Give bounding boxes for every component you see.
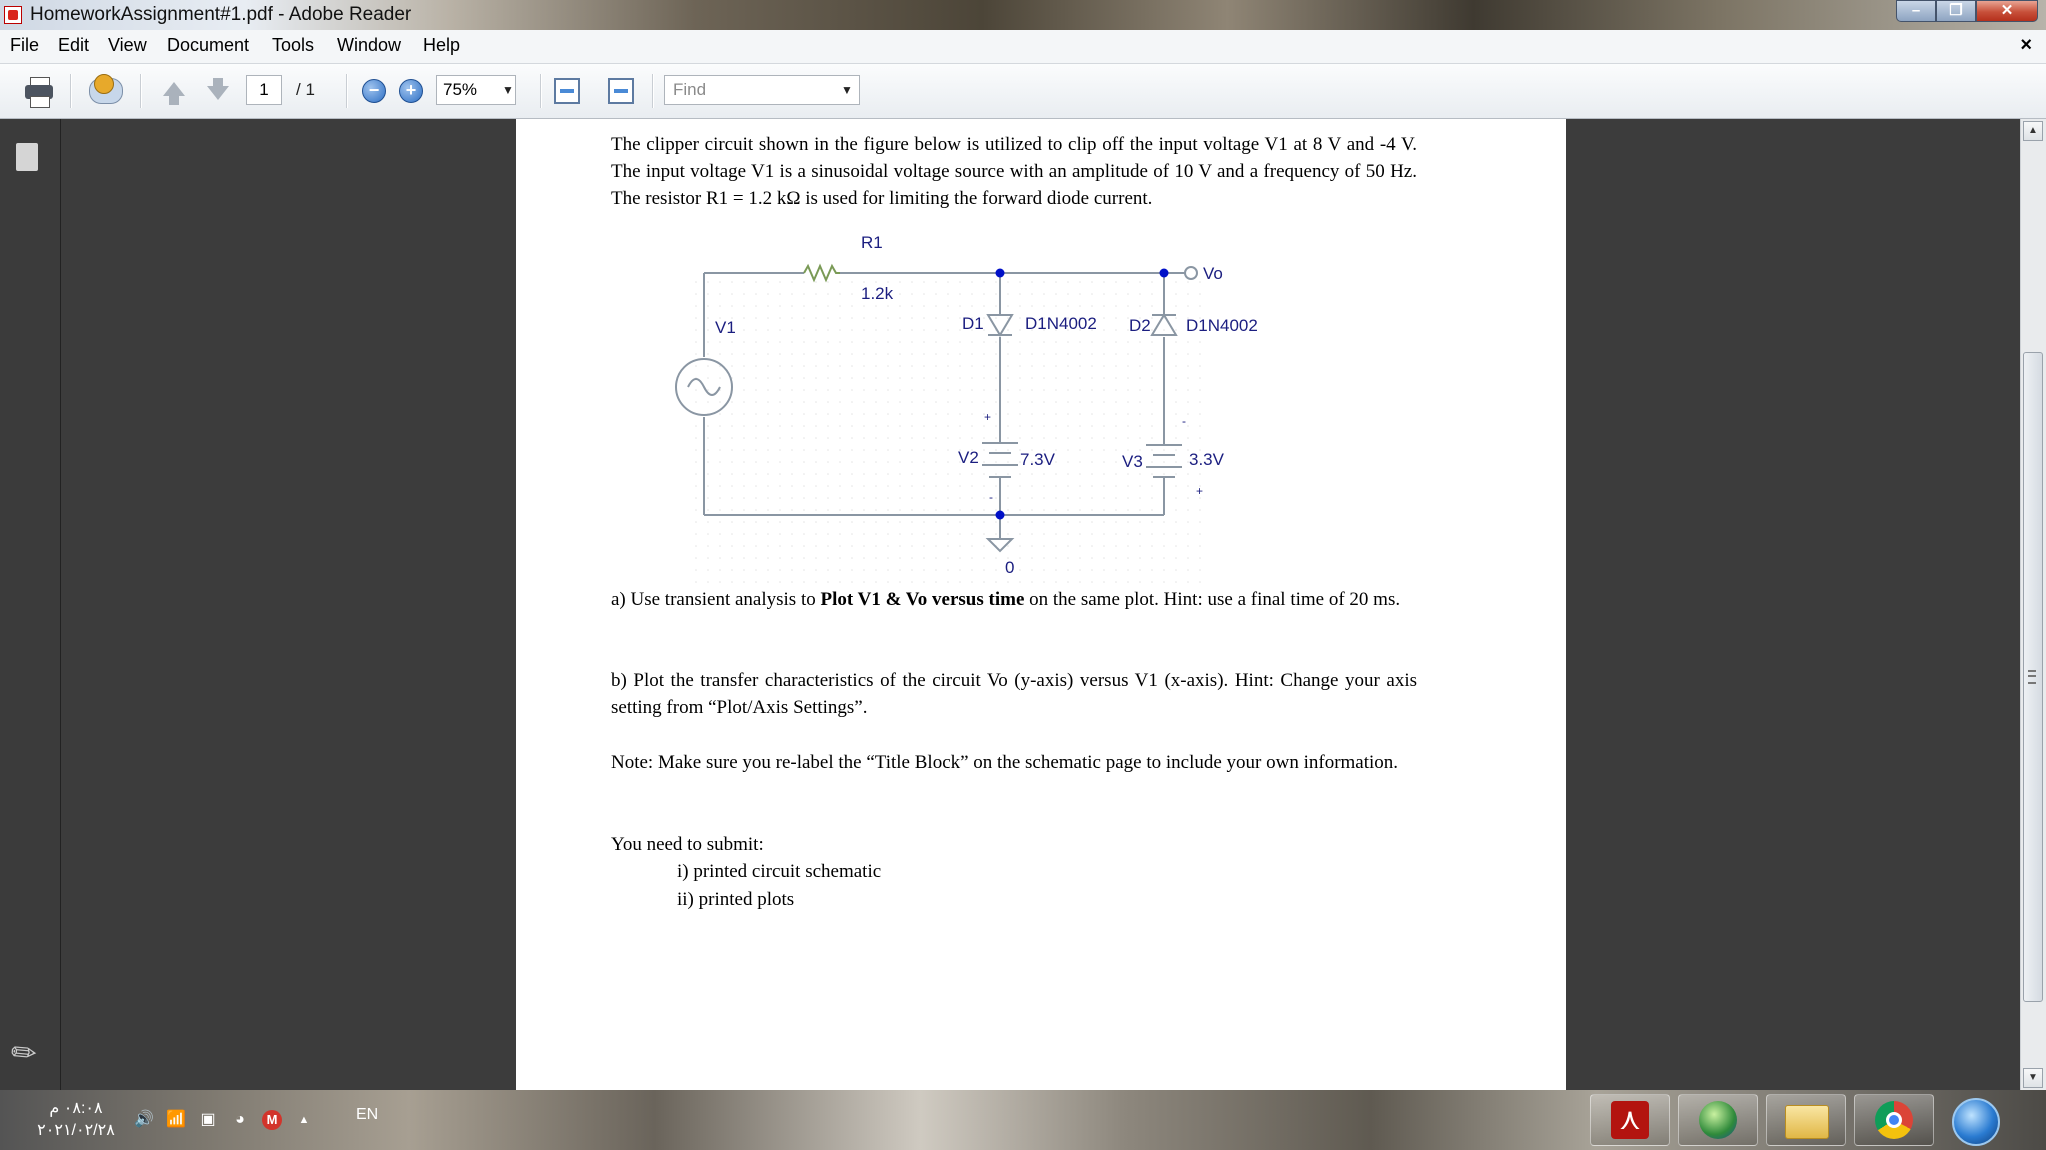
arrow-down-icon bbox=[207, 86, 229, 100]
v2-value: 7.3V bbox=[1020, 450, 1055, 469]
system-clock[interactable] bbox=[28, 1098, 124, 1142]
vo-terminal bbox=[1185, 267, 1197, 279]
pages-icon[interactable] bbox=[16, 143, 38, 171]
r1-value: 1.2k bbox=[861, 284, 894, 303]
submit-item: ii) printed plots bbox=[677, 889, 795, 910]
circuit-schematic bbox=[611, 233, 1417, 693]
windows-orb-icon bbox=[1952, 1098, 2000, 1146]
chevron-down-icon[interactable]: ▼ bbox=[841, 83, 853, 97]
d1-label: D1 bbox=[962, 314, 984, 333]
network-globe-icon[interactable]: ◕ bbox=[235, 1111, 245, 1128]
find-input[interactable]: Find bbox=[664, 75, 860, 105]
zoom-level-select[interactable]: 75% bbox=[436, 75, 516, 105]
submit-item: i) printed circuit schematic bbox=[677, 861, 882, 882]
tray-expand-icon[interactable]: ▲ bbox=[298, 1114, 310, 1126]
share-badge-icon bbox=[94, 74, 114, 94]
next-page-button[interactable] bbox=[198, 72, 236, 110]
title-bar bbox=[0, 0, 2046, 30]
question-a bbox=[611, 586, 1417, 613]
v2-label: V2 bbox=[958, 448, 979, 467]
scroll-down-button[interactable]: ▼ bbox=[2023, 1068, 2043, 1088]
v3-value: 3.3V bbox=[1189, 450, 1224, 469]
maximize-button[interactable]: ❐ bbox=[1936, 0, 1976, 22]
taskbar bbox=[0, 1090, 2046, 1150]
folder-icon bbox=[1785, 1105, 1829, 1139]
printer-icon-tray bbox=[30, 96, 50, 108]
scroll-up-button[interactable]: ▲ bbox=[2023, 121, 2043, 141]
arrow-up-icon bbox=[163, 82, 185, 96]
v2-plus: + bbox=[984, 410, 992, 424]
menu-tools[interactable]: Tools bbox=[272, 35, 315, 55]
system-tray bbox=[134, 1108, 314, 1132]
question-a-bold: Plot V1 & Vo versus time bbox=[820, 589, 1025, 610]
question-b: b) Plot the transfer characteristics of the circuit Vo (y-axis) versus V1 (x-axis). Hint: Change your axis setting from “Plot/Axis Settings”. bbox=[611, 670, 1417, 718]
toolbar bbox=[0, 64, 2046, 119]
minimize-button[interactable]: – bbox=[1896, 0, 1936, 22]
gmail-icon[interactable]: M bbox=[262, 1110, 282, 1130]
globe-app-icon bbox=[1699, 1101, 1737, 1139]
menu-bar bbox=[0, 30, 2046, 64]
zoom-in-button[interactable]: + bbox=[399, 79, 423, 103]
chrome-icon bbox=[1875, 1101, 1913, 1139]
print-button[interactable] bbox=[20, 72, 58, 110]
menu-view[interactable]: View bbox=[108, 35, 147, 55]
window-controls bbox=[1896, 0, 2038, 22]
previous-page-button[interactable] bbox=[154, 72, 192, 110]
v3-plus: + bbox=[1196, 484, 1204, 498]
v3-minus: - bbox=[1182, 414, 1186, 428]
adobe-reader-icon bbox=[1611, 1101, 1649, 1139]
r1-label: R1 bbox=[861, 233, 883, 252]
navigation-pane bbox=[0, 119, 61, 1090]
clock-date: ٢٠٢١/٠٢/٢٨ bbox=[37, 1122, 115, 1139]
zoom-out-button[interactable]: − bbox=[362, 79, 386, 103]
vertical-scrollbar[interactable] bbox=[2020, 119, 2046, 1090]
grip-icon bbox=[2028, 670, 2036, 684]
collaborate-button[interactable] bbox=[86, 72, 124, 110]
arrow-up-stem bbox=[169, 96, 179, 105]
d2-label: D2 bbox=[1129, 316, 1151, 335]
vo-label: Vo bbox=[1203, 264, 1223, 283]
adobe-reader-icon bbox=[4, 6, 22, 24]
note-paragraph: Note: Make sure you re-label the “Title Block” on the schematic page to include your own information. bbox=[611, 752, 1399, 773]
taskbar-explorer[interactable] bbox=[1766, 1094, 1846, 1146]
submit-heading: You need to submit: bbox=[611, 834, 764, 855]
separator bbox=[652, 74, 654, 108]
question-a-prefix: a) Use transient analysis to bbox=[611, 589, 821, 610]
pdf-page bbox=[516, 119, 1566, 1090]
volume-icon[interactable]: 🔊 bbox=[134, 1111, 154, 1128]
menu-edit[interactable]: Edit bbox=[58, 35, 90, 55]
separator bbox=[346, 74, 348, 108]
taskbar-chrome[interactable] bbox=[1854, 1094, 1934, 1146]
fit-page-button[interactable] bbox=[602, 72, 640, 110]
d1-part: D1N4002 bbox=[1025, 314, 1097, 333]
d2-part: D1N4002 bbox=[1186, 316, 1258, 335]
node-dot bbox=[996, 511, 1005, 520]
menu-help[interactable]: Help bbox=[423, 35, 461, 55]
window-title: HomeworkAssignment#1.pdf - Adobe Reader bbox=[30, 4, 412, 25]
signal-icon[interactable]: 📶 bbox=[166, 1111, 186, 1128]
chevron-down-icon[interactable]: ▼ bbox=[502, 83, 514, 97]
separator bbox=[70, 74, 72, 108]
page-number-input[interactable]: 1 bbox=[246, 75, 282, 105]
separator bbox=[540, 74, 542, 108]
device-icon[interactable]: ▣ bbox=[200, 1111, 216, 1128]
close-button[interactable]: ✕ bbox=[1976, 0, 2038, 22]
ground-label: 0 bbox=[1005, 558, 1015, 577]
v3-label: V3 bbox=[1122, 452, 1143, 471]
clock-time: ٠٨:٠٨ م bbox=[49, 1100, 103, 1117]
taskbar-adobe-reader[interactable] bbox=[1590, 1094, 1670, 1146]
page-total: / 1 bbox=[296, 80, 315, 99]
language-indicator[interactable]: EN bbox=[356, 1106, 379, 1123]
document-area bbox=[61, 119, 2020, 1090]
page-content bbox=[611, 131, 1417, 212]
taskbar-apps bbox=[1590, 1094, 2012, 1146]
fit-width-icon bbox=[554, 78, 580, 104]
node-dot bbox=[996, 269, 1005, 278]
question-a-suffix: on the same plot. Hint: use a final time of 20 ms. bbox=[1024, 589, 1401, 610]
separator bbox=[140, 74, 142, 108]
fit-page-icon bbox=[608, 78, 634, 104]
menu-file[interactable]: File bbox=[10, 35, 40, 55]
start-button[interactable] bbox=[1942, 1094, 2012, 1146]
intro-paragraph: The clipper circuit shown in the figure below is utilized to clip off the input voltage V1 at 8 V and -4 V. The input voltage V1 is a sinusoidal voltage source with an amplitude of 10 V and a frequency of 50 Hz. The resistor R1 = 1.2 kΩ is used for limiting the forward diode current. bbox=[611, 134, 1417, 209]
node-dot bbox=[1160, 269, 1169, 278]
v2-minus: - bbox=[989, 490, 993, 504]
close-document-button[interactable]: × bbox=[2020, 34, 2032, 56]
fit-width-button[interactable] bbox=[548, 72, 586, 110]
paperclip-icon[interactable]: ✎ bbox=[4, 1032, 45, 1075]
menu-window[interactable]: Window bbox=[337, 35, 402, 55]
taskbar-globe-app[interactable] bbox=[1678, 1094, 1758, 1146]
v1-label: V1 bbox=[715, 318, 736, 337]
menu-document[interactable]: Document bbox=[167, 35, 250, 55]
